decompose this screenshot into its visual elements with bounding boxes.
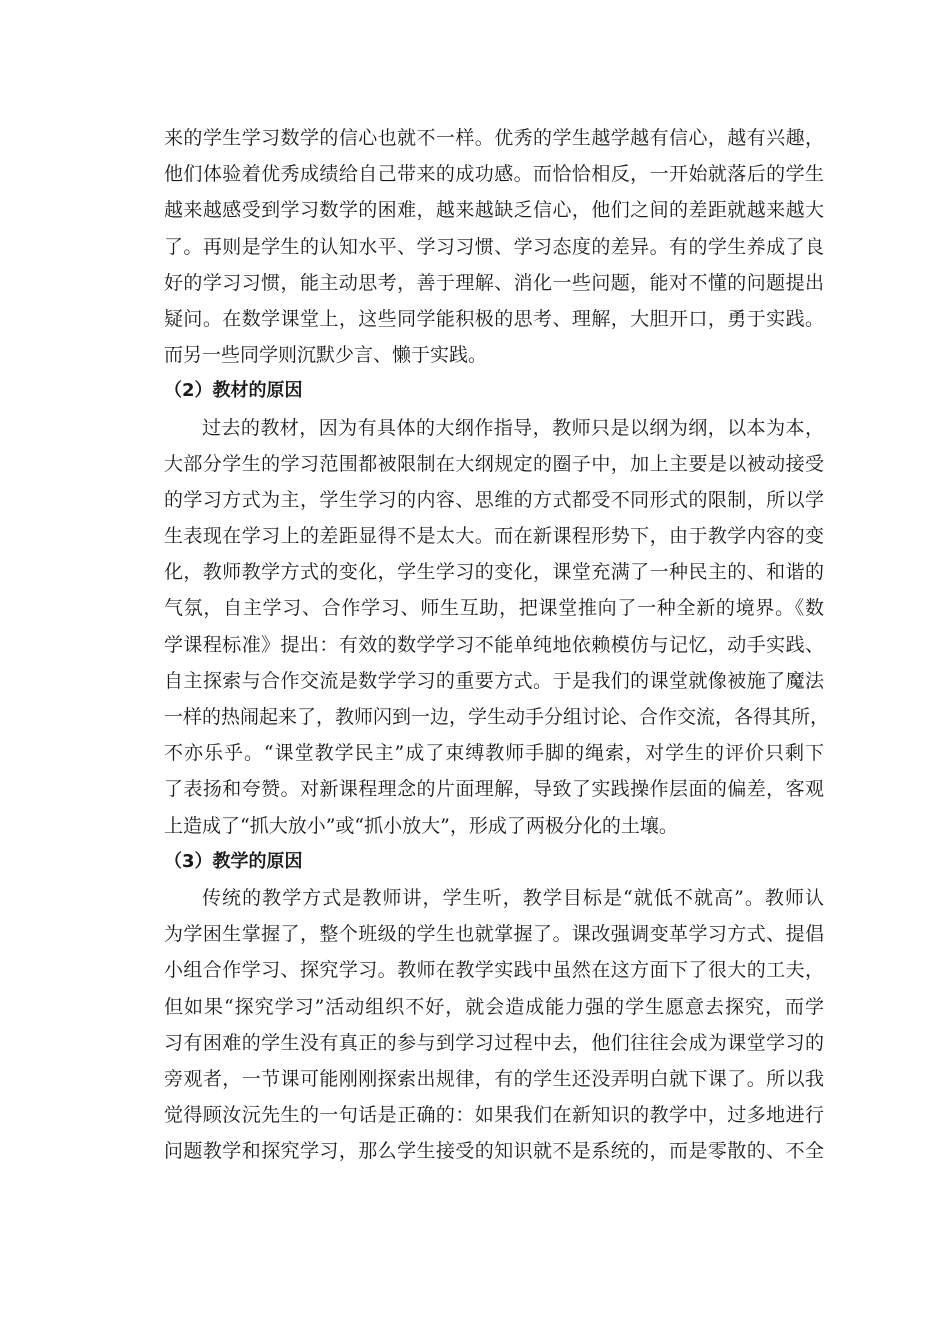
section-heading-textbook-reasons: （2）教材的原因 [164, 380, 303, 402]
text-line: 一样的热闹起来了，教师闪到一边，学生动手分组讨论、合作交流，各得其所， [164, 706, 830, 728]
text-line: 他们体验着优秀成绩给自己带来的成功感。而恰恰相反，一开始就落后的学生 [164, 163, 824, 186]
text-line: 疑问。在数学课堂上，这些同学能积极的思考、理解，大胆开口，勇于实践。 [164, 307, 824, 330]
text-line: 来的学生学习数学的信心也就不一样。优秀的学生越学越有信心，越有兴趣， [164, 127, 824, 149]
text-line: 传统的教学方式是教师讲，学生听，教学目标是“就低不就高”。教师认 [202, 886, 824, 909]
text-line: 学课程标准》提出：有效的数学学习不能单纯地依赖模仿与记忆，动手实践、 [164, 633, 824, 656]
text-line: 越来越感受到学习数学的困难，越来越缺乏信心，他们之间的差距就越来越大 [164, 199, 824, 222]
text-line: 旁观者，一节课可能刚刚探索出规律，有的学生还没弄明白就下课了。所以我 [164, 1067, 824, 1090]
text-line: 而另一些同学则沉默少言、懒于实践。 [164, 344, 488, 367]
text-line: 习有困难的学生没有真正的参与到学习过程中去，他们往往会成为课堂学习的 [164, 1031, 824, 1054]
text-line: 了表扬和夸赞。对新课程理念的片面理解，导致了实践操作层面的偏差，客观 [164, 778, 824, 801]
text-line: 为学困生掌握了，整个班级的学生也就掌握了。课改强调变革学习方式、提倡 [164, 923, 824, 946]
text-line: 过去的教材，因为有具体的大纲作指导，教师只是以纲为纲，以本为本， [202, 416, 824, 439]
paragraph-textbook-reasons [164, 410, 830, 844]
text-line: 化，教师教学方式的变化，学生学习的变化，课堂充满了一种民主的、和谐的 [164, 561, 824, 584]
text-line: 不亦乐乎。“课堂教学民主”成了束缚教师手脚的绳索，对学生的评价只剩下 [164, 742, 824, 765]
text-line: 的学习方式为主，学生学习的内容、思维的方式都受不同形式的限制，所以学 [164, 488, 824, 511]
text-line: 生表现在学习上的差距显得不是太大。而在新课程形势下，由于教学内容的变 [164, 525, 824, 548]
paragraph-learner-differences [164, 120, 824, 373]
text-line: 觉得顾汝沅先生的一句话是正确的：如果我们在新知识的教学中，过多地进行 [164, 1104, 824, 1127]
paragraph-teaching-reasons [164, 880, 824, 1170]
section-heading-teaching-reasons: （3）教学的原因 [164, 850, 303, 872]
text-line: 气氛，自主学习、合作学习、师生互助，把课堂推向了一种全新的境界。《数 [164, 597, 824, 620]
text-line: 好的学习习惯，能主动思考，善于理解、消化一些问题，能对不懂的问题提出 [164, 271, 824, 294]
text-line: 自主探索与合作交流是数学学习的重要方式。于是我们的课堂就像被施了魔法 [164, 669, 824, 692]
text-line: 上造成了“抓大放小”或“抓小放大”，形成了两极分化的土壤。 [164, 814, 678, 837]
text-line: 了。再则是学生的认知水平、学习习惯、学习态度的差异。有的学生养成了良 [164, 235, 824, 258]
text-line: 小组合作学习、探究学习。教师在教学实践中虽然在这方面下了很大的工夫， [164, 959, 824, 982]
text-line: 问题教学和探究学习，那么学生接受的知识就不是系统的，而是零散的、不全 [164, 1140, 824, 1163]
document-body [164, 120, 830, 1169]
text-line: 大部分学生的学习范围都被限制在大纲规定的圈子中，加上主要是以被动接受 [164, 452, 824, 475]
text-line: 但如果“探究学习”活动组织不好，就会造成能力强的学生愿意去探究，而学 [164, 995, 824, 1018]
